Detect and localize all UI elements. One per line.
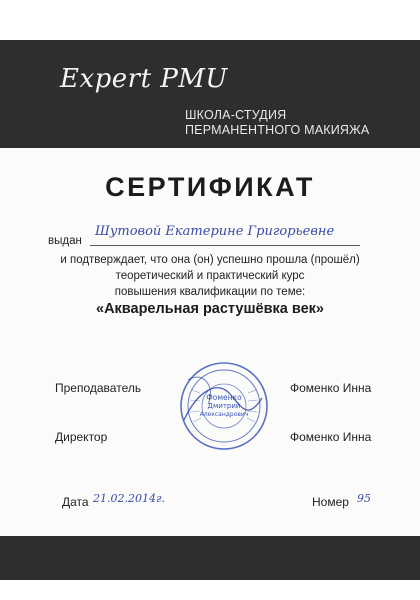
date-value-handwritten: 21.02.2014г. bbox=[93, 492, 166, 505]
date-label: Дата bbox=[62, 495, 89, 509]
certificate-title: СЕРТИФИКАТ bbox=[105, 172, 315, 202]
issued-label: выдан bbox=[48, 235, 82, 247]
body-text-line-1: и подтверждает, что она (он) успешно прошла (прошёл) bbox=[60, 254, 360, 266]
recipient-name-handwritten: Шутовой Екатерине Григорьевне bbox=[95, 224, 335, 239]
body-text-line-3: повышения квалификации по теме: bbox=[114, 286, 306, 298]
teacher-label: Преподаватель bbox=[55, 381, 142, 395]
school-name-line-2: ПЕРМАНЕНТНОГО МАКИЯЖА bbox=[185, 123, 370, 137]
official-stamp-seal bbox=[178, 360, 270, 452]
stamp-text-line-3: Александрович bbox=[199, 411, 249, 418]
top-margin bbox=[0, 0, 420, 40]
bottom-margin bbox=[0, 580, 420, 600]
stamp-text-line-2: Дмитрий bbox=[207, 402, 241, 410]
teacher-name: Фоменко Инна bbox=[290, 381, 372, 395]
recipient-underline bbox=[90, 245, 360, 246]
number-value-handwritten: 95 bbox=[357, 492, 371, 505]
number-label: Номер bbox=[312, 495, 349, 509]
body-text-line-2: теоретический и практический курс bbox=[115, 270, 305, 282]
school-name-line-1: ШКОЛА-СТУДИЯ bbox=[185, 108, 287, 122]
brand-logo: Expert PMU bbox=[60, 64, 228, 94]
stamp-text-line-1: Фоменко bbox=[206, 393, 242, 402]
course-title: «Акварельная растушёвка век» bbox=[96, 301, 324, 317]
director-label: Директор bbox=[55, 430, 108, 444]
director-name: Фоменко Инна bbox=[290, 430, 372, 444]
